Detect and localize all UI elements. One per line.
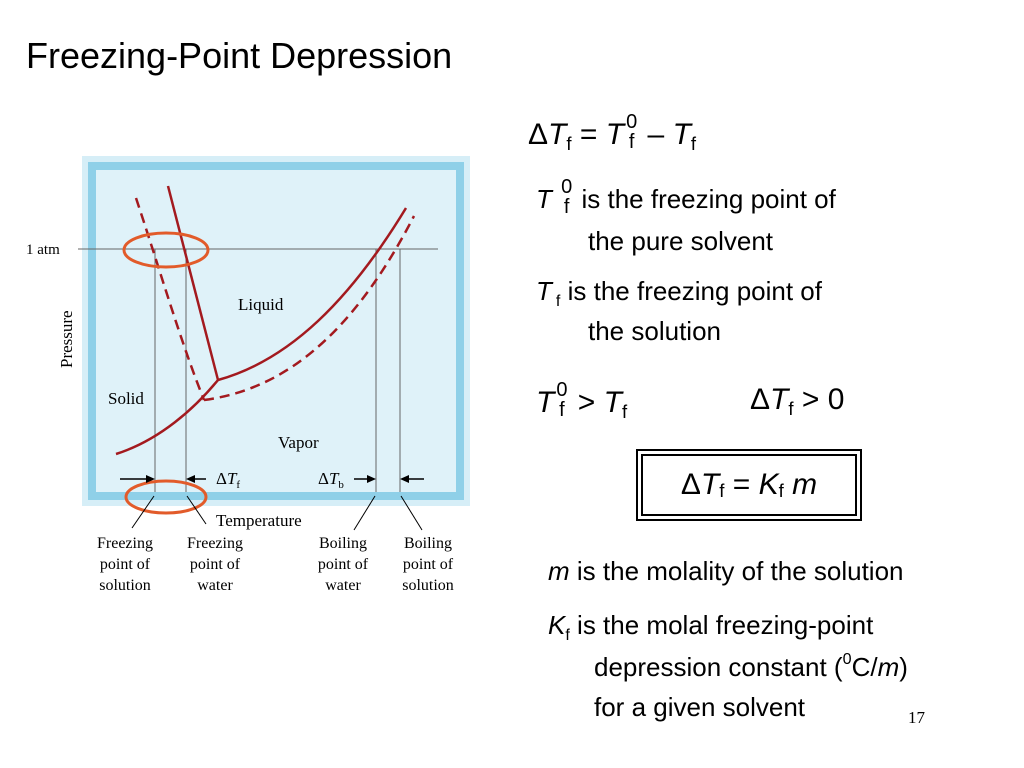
region-solid-label: Solid: [108, 389, 144, 408]
page-title: Freezing-Point Depression: [26, 35, 453, 76]
temperature-axis-label: Temperature: [216, 511, 302, 530]
svg-text:solution: solution: [402, 577, 454, 594]
kf-definition: $K_f$ is the molal freezing-point: [548, 610, 874, 644]
region-vapor-label: Vapor: [278, 433, 319, 452]
pressure-axis-label: Pressure: [57, 310, 76, 368]
boxed-equation: [636, 449, 862, 521]
diagram-plot-area: [96, 170, 456, 492]
molality-definition: m is the molality of the solution: [548, 556, 904, 586]
delta-b-label: $\Delta T_b$: [318, 469, 344, 491]
region-liquid-label: Liquid: [238, 295, 284, 314]
label-boiling-point-water: [318, 535, 369, 594]
svg-text:point of: point of: [189, 556, 241, 573]
svg-text:Freezing: Freezing: [187, 535, 243, 552]
label-freezing-point-water: [187, 535, 243, 594]
svg-text:Boiling: Boiling: [403, 535, 453, 552]
label-boiling-point-solution: [402, 535, 454, 594]
delta-f-label: $\Delta T_f$: [216, 469, 241, 491]
boxed-equation-inner: Δ T f = K f m: [641, 454, 857, 516]
inequality-delta-tf-positive: $\Delta T_f > 0$: [750, 383, 845, 419]
one-atm-label: 1 atm: [26, 242, 60, 258]
tf0-definition: T 0 f is the freezing point of: [536, 176, 836, 219]
svg-text:solution: solution: [99, 577, 151, 594]
tf0-definition-line2: the pure solvent: [588, 226, 774, 256]
kf-definition-line3: for a given solvent: [594, 692, 806, 722]
tf-definition: T $_f$ is the freezing point of: [536, 276, 822, 310]
svg-text:water: water: [325, 577, 361, 594]
svg-text:Freezing: Freezing: [97, 535, 153, 552]
inequality-tf0-gt-tf: T 0 f > $T_f$: [536, 379, 628, 422]
page-number: 17: [908, 708, 925, 727]
svg-text:Boiling: Boiling: [318, 535, 368, 552]
svg-text:point of: point of: [317, 556, 369, 573]
svg-text:water: water: [197, 577, 233, 594]
svg-text:point of: point of: [99, 556, 151, 573]
label-freezing-point-solution: [97, 535, 153, 594]
svg-text:point of: point of: [402, 556, 454, 573]
kf-definition-line2: depression constant ($^0$C/m): [594, 650, 908, 682]
phase-diagram: [20, 150, 490, 600]
delta-tf-definition: $\Delta T_f = T$ 0 f – $T_f$: [528, 111, 697, 154]
tf-definition-line2: the solution: [588, 316, 721, 346]
